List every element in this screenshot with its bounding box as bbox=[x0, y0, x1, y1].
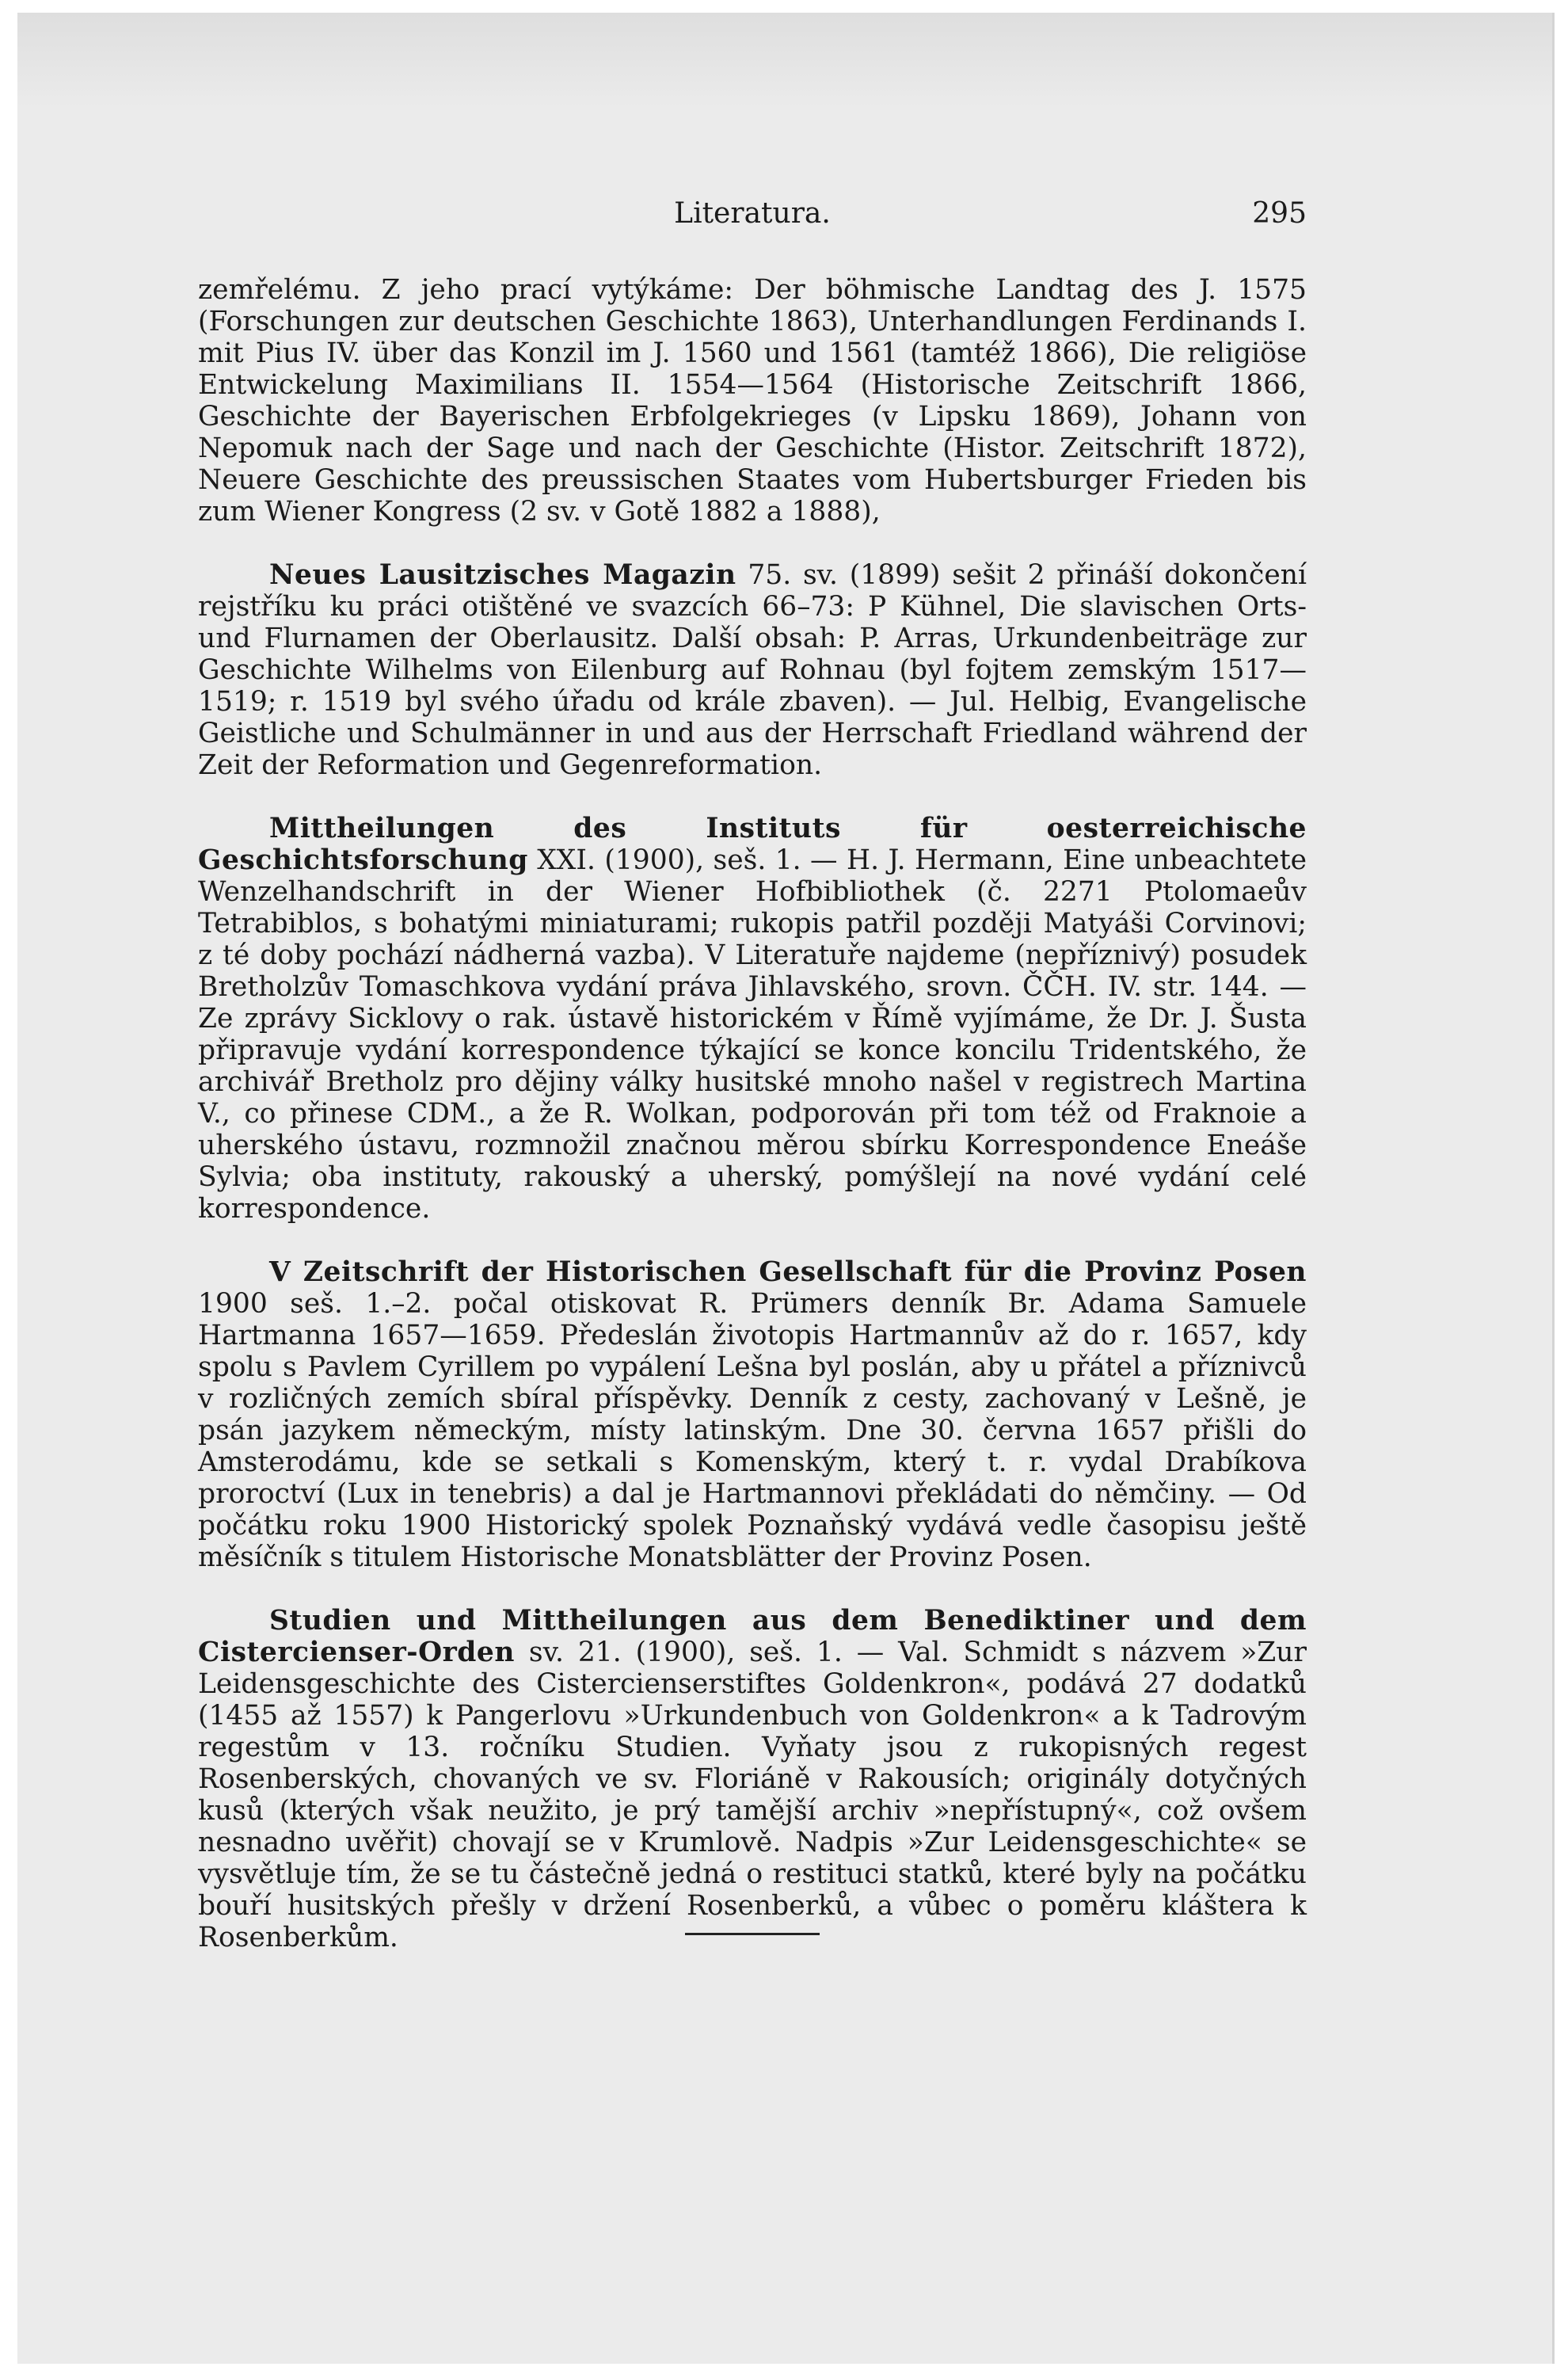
body-text bbox=[198, 274, 1307, 1985]
journal-title: Mittheilungen des Instituts für oesterreichische Geschichtsforschung bbox=[198, 813, 1307, 876]
paragraph-text: 75. sv. (1899) sešit 2 přináší dokončení rejstříku ku práci otištěné ve svazcích 66–73: P Kühnel, Die slavischen Orts- und Flurnamen der Oberlausitz. Další obsah: P. Arras, Urkundenbeiträge zur Geschichte Wilhelms von Eilenburg auf Rohnau (byl fojtem zemským 1517—1519; r. 1519 byl svého úřadu od krále zbaven). — Jul. Helbig, Evangelische Geistliche und Schulmänner in und aus der Herrschaft Friedland während der Zeit der Reformation und Gegenreformation. bbox=[198, 559, 1307, 781]
journal-title: V Zeitschrift der Historischen Gesellschaft für die Provinz Posen bbox=[269, 1256, 1307, 1288]
journal-title: Neues Lausitzisches Magazin bbox=[269, 559, 736, 591]
paragraph-obituary-continuation bbox=[198, 274, 1307, 528]
running-title: Literatura. bbox=[674, 197, 831, 230]
paragraph-text: XXI. (1900), seš. 1. — H. J. Hermann, Eine unbeachtete Wenzelhandschrift in der Wiener Hofbibliothek (č. 2271 Ptolomaeův Tetrabiblos, s bohatými miniaturami; rukopis patřil později Matyáši Corvinovi; z té doby pochází nádherná vazba). V Literatuře najdeme (nepříznivý) posudek Bretholzův Tomaschkova vydání práva Jihlavského, srovn. ČČH. IV. str. 144. — Ze zprávy Sicklovy o rak. ústavě historickém v Římě vyjímáme, že Dr. J. Šusta připravuje vydání korrespondence týkající se konce koncilu Tridentského, že archivář Bretholz pro dějiny války husitské mnoho našel v registrech Martina V., co přinese CDM., a že R. Wolkan, podporován při tom též od Fraknoie a uherského ústavu, rozmnožil značnou měrou sbírku Korrespondence Eneáše Sylvia; oba instituty, rakouský a uherský, pomýšlejí na nové vydání celé korrespondence. bbox=[198, 844, 1307, 1225]
paragraph-posen bbox=[198, 1256, 1307, 1573]
paragraph-lausitz bbox=[198, 559, 1307, 781]
section-end-rule bbox=[685, 1933, 820, 1935]
page-number: 295 bbox=[1252, 197, 1307, 230]
paragraph-text: sv. 21. (1900), seš. 1. — Val. Schmidt s názvem »Zur Leidensgeschichte des Cistercienserstiftes Goldenkron«, podává 27 dodatků (1455 až 1557) k Pangerlovu »Urkundenbuch von Goldenkron« a k Tadrovým regestům v 13. ročníku Studien. Vyňaty jsou z rukopisných regest Rosenberských, chovaných ve sv. Floriáně v Rakousích; originály dotyčných kusů (kterých však neužito, je prý tamější archiv »nepřístupný«, což ovšem nesnadno uvěřit) chovají se v Krumlově. Nadpis »Zur Leidensgeschichte« se vysvětluje tím, že se tu částečně jedná o restituci statků, které byly na počátku bouří husitských přešly v držení Rosenberků, a vůbec o poměru kláštera k Rosenberkům. bbox=[198, 1637, 1307, 1953]
paragraph-mittheilungen bbox=[198, 813, 1307, 1225]
page-shadow bbox=[17, 13, 1552, 108]
paragraph-studien bbox=[198, 1605, 1307, 1953]
paragraph-text: 1900 seš. 1.–2. počal otiskovat R. Prümers denník Br. Adama Samuele Hartmanna 1657—1659. Předeslán životopis Hartmannův až do r. 1657, kdy spolu s Pavlem Cyrillem po vypálení Lešna byl poslán, aby u přátel a příznivců v rozličných zemích sbíral příspěvky. Denník z cesty, zachovaný v Lešně, je psán jazykem německým, místy latinským. Dne 30. června 1657 přišli do Amsterodámu, kde se setkali s Komenským, který t. r. vydal Drabíkova proroctví (Lux in tenebris) a dal je Hartmannovi překládati do němčiny. — Od počátku roku 1900 Historický spolek Poznaňský vydává vedle časopisu ještě měsíčník s titulem Historische Monatsblätter der Provinz Posen. bbox=[198, 1288, 1307, 1573]
paragraph-text: zemřelému. Z jeho prací vytýkáme: Der böhmische Landtag des J. 1575 (Forschungen zur deutschen Geschichte 1863), Unterhandlungen Ferdinands I. mit Pius IV. über das Konzil im J. 1560 und 1561 (tamtéž 1866), Die religiöse Entwickelung Maximilians II. 1554—1564 (Historische Zeitschrift 1866, Geschichte der Bayerischen Erbfolgekrieges (v Lipsku 1869), Johann von Nepomuk nach der Sage und nach der Geschichte (Histor. Zeitschrift 1872), Neuere Geschichte des preussischen Staates vom Hubertsburger Frieden bis zum Wiener Kongress (2 sv. v Gotě 1882 a 1888), bbox=[198, 274, 1307, 528]
journal-title: Studien und Mittheilungen aus dem Benediktiner und dem Cistercienser-Orden bbox=[198, 1605, 1307, 1668]
page-header bbox=[198, 197, 1307, 245]
